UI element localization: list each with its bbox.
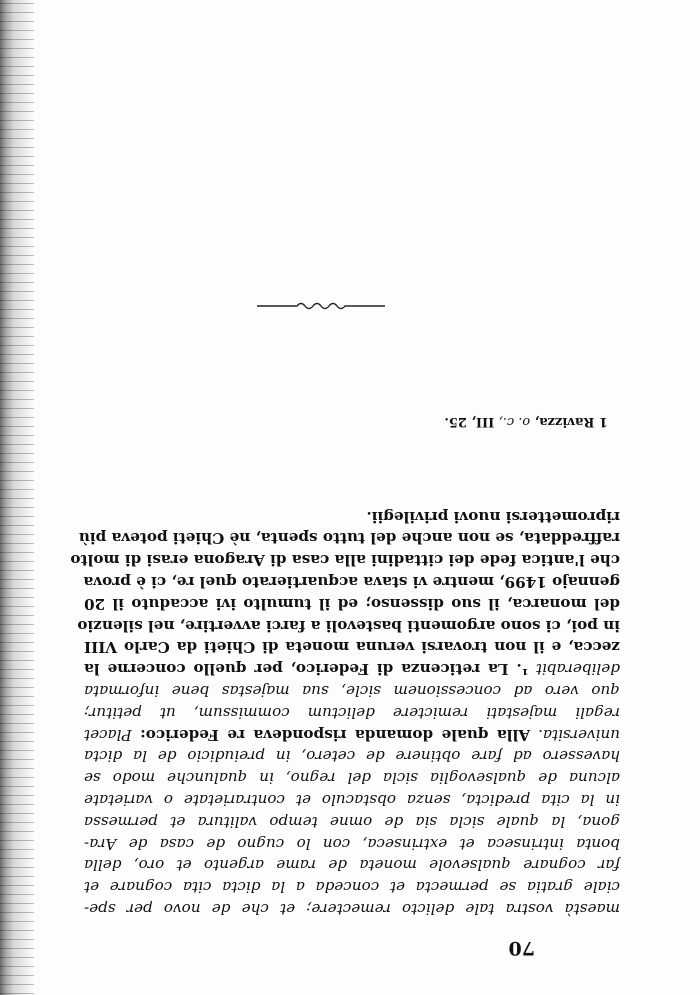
text-line	[84, 897, 620, 919]
footnote	[444, 414, 608, 429]
latin-quote-text: ciale gratia se permecta et conceda a la dicta cita cognare et	[84, 878, 620, 897]
body-text-segment: zecca, e il non trovarsi veruna moneta di Chieti da Carlo VIII	[84, 638, 620, 657]
footnote-location: III, 25.	[444, 414, 495, 429]
body-text-segment: gennajo 1499, mentre vi stava acquartierato quel re, ci è prova	[83, 573, 620, 592]
text-line	[84, 570, 620, 592]
text-line	[84, 745, 620, 767]
latin-quote-text: havessero ad fare obtinere de cetero, in preiudicio de la dicta	[84, 747, 620, 766]
text-line	[84, 810, 620, 832]
latin-quote-text: alcuna de qualsevoglia sicla del regno, in qualunche modo se	[84, 769, 620, 788]
text-line	[84, 679, 620, 701]
latin-quote-text: far cognare qualsevole moneta de rame argento et oro, della	[84, 856, 620, 875]
ornament-divider	[257, 299, 385, 313]
latin-quote-text: gona, la quale sicla sia de omne tempo valitura et permessa	[84, 812, 620, 831]
latin-quote-text: bonta intrinseca et extrinseca, con lo cugno de casa de Ara-	[84, 834, 620, 853]
footnote-mark: 1	[598, 414, 608, 429]
body-text-segment: del monarca, il suo dissenso; ed il tumulto ivi accaduto il 20	[84, 594, 620, 613]
text-line	[84, 505, 620, 527]
body-text-segment: Alla quale domanda rispondeva re Federico:	[131, 725, 531, 744]
text-line	[70, 548, 620, 570]
body-text	[70, 505, 620, 919]
footnote-author: Ravizza,	[534, 414, 595, 429]
footnote-ref: o. c.,	[498, 414, 531, 429]
page-number: 70	[508, 937, 535, 959]
body-text-segment: ripromettersi nuovi privilegii.	[366, 507, 620, 526]
latin-quote-text: Placet	[84, 725, 132, 744]
text-line	[84, 766, 620, 788]
text-line	[84, 701, 620, 723]
text-line	[78, 527, 620, 549]
latin-quote-text: quo vero ad concessionem sicle, sua majestas bene informata	[84, 682, 620, 701]
body-text-segment: che l'antica fede dei cittadini alla casa di Aragona erasi di molto	[70, 551, 620, 570]
text-line	[84, 854, 620, 876]
text-line	[84, 592, 620, 614]
text-line	[84, 875, 620, 897]
text-line	[84, 636, 620, 658]
body-text-segment: raffreddata, se non anche del tutto spenta, nè Chieti poteva più	[78, 529, 620, 548]
latin-quote-text: in la cita predicta, senza obstaculo et contrarietate o varietate	[84, 791, 620, 810]
text-line	[84, 788, 620, 810]
text-line	[77, 614, 620, 636]
text-line	[84, 832, 620, 854]
body-text-segment: ¹. La reticenza di Federico, per quello concerne la	[84, 660, 529, 679]
latin-quote-text: maestà vostra tale delicto remectere; et che de novo per spe-	[84, 900, 620, 918]
text-line	[84, 657, 620, 679]
latin-quote-text: regali majestati remictere delictum commissum, ut petitur;	[84, 703, 620, 722]
latin-quote-text: universita.	[530, 725, 620, 744]
text-line	[84, 723, 620, 745]
body-text-segment: in poi, ci sono argomenti bastevoli a farci avvertire, nel silenzio	[77, 616, 620, 635]
latin-quote-text: deliberabit	[528, 660, 620, 679]
